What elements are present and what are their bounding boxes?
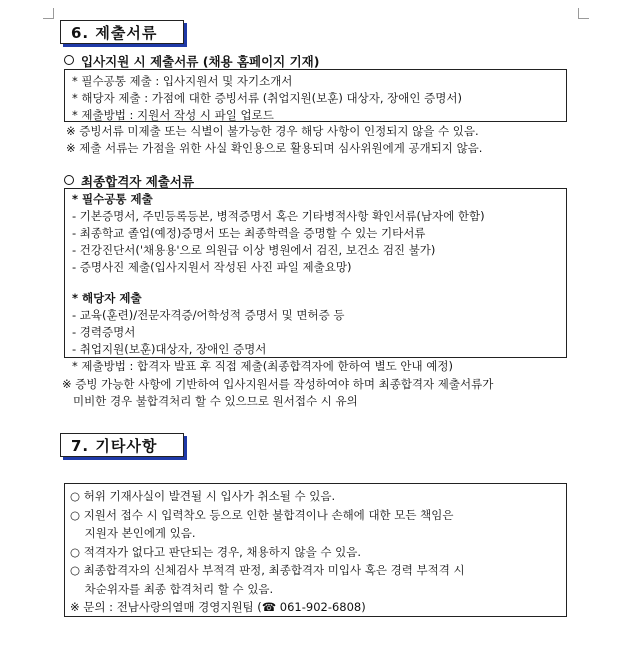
application-note-2: ※ 제출 서류는 가점을 위한 사실 확인용으로 활용되며 심사위원에게 공개되지 않음. xyxy=(66,141,483,155)
final-note-1: ※ 증빙 가능한 사항에 기반하여 입사지원서를 작성하여야 하며 최종합격자 제출서류가 xyxy=(62,377,494,391)
list-item: * 해당자 제출 : 가점에 대한 증빙서류 (취업지원(보훈) 대상자, 장애인 증명서) xyxy=(72,91,462,105)
list-item: - 기본증명서, 주민등록등본, 병적증명서 혹은 기타병적사항 확인서류(남자에 한함) xyxy=(72,209,485,223)
list-item: - 교육(훈련)/전문자격증/어학성적 증명서 및 면허증 등 xyxy=(72,308,345,322)
circle-bullet-icon xyxy=(64,55,74,65)
final-docs-heading: 최종합격자 제출서류 xyxy=(64,172,194,190)
application-docs-box xyxy=(64,69,567,122)
list-item: 지원자 본인에게 있음. xyxy=(70,526,196,540)
list-item: - 경력증명서 xyxy=(72,325,136,339)
page-corner-mark-right xyxy=(578,8,589,19)
final-note-2: 미비한 경우 불합격처리 할 수 있으므로 원서접수 시 유의 xyxy=(62,394,358,408)
required-heading: * 필수공통 제출 xyxy=(72,192,153,206)
submission-method: * 제출방법 : 합격자 발표 후 직접 제출(최종합격자에 한하여 별도 안내 예정) xyxy=(72,359,453,373)
application-docs-heading: 입사지원 시 제출서류 (채용 홈페이지 기재) xyxy=(64,52,319,70)
list-item: * 필수공통 제출 : 입사지원서 및 자기소개서 xyxy=(72,74,293,88)
section-6-title: 6. 제출서류 xyxy=(60,20,184,44)
list-item: 차순위자를 최종 합격처리 할 수 있음. xyxy=(70,581,274,596)
final-docs-box xyxy=(64,188,567,373)
list-item: - 건강진단서('채용용'으로 의원급 이상 병원에서 검진, 보건소 검진 불가) xyxy=(72,243,436,257)
contact-line: ※ 문의 : 전남사랑의열매 경영지원팀 (☎ 061-902-6808) xyxy=(70,600,366,614)
list-item: - 취업지원(보훈)대상자, 장애인 증명서 xyxy=(72,342,267,356)
list-item: - 증명사진 제출(입사지원서 작성된 사진 파일 제출요망) xyxy=(72,260,352,274)
circle-bullet-icon xyxy=(64,175,74,185)
list-item: ○ 최종합격자의 신체검사 부적격 판정, 최종합격자 미입사 혹은 경력 부적격 시 xyxy=(70,563,465,577)
list-item: ○ 적격자가 없다고 판단되는 경우, 채용하지 않을 수 있음. xyxy=(70,544,361,559)
list-item: * 제출방법 : 지원서 작성 시 파일 업로드 xyxy=(72,108,274,122)
list-item: ○ 허위 기재사실이 발견될 시 입사가 취소될 수 있음. xyxy=(70,489,336,503)
page-corner-mark-left xyxy=(43,8,54,19)
spacer xyxy=(72,276,566,290)
application-note-1: ※ 증빙서류 미제출 또는 식별이 불가능한 경우 해당 사항이 인정되지 않을 수 있음. xyxy=(66,124,479,138)
other-info-box xyxy=(64,483,567,617)
list-item: ○ 지원서 접수 시 입력착오 등으로 인한 불합격이나 손해에 대한 모든 책임은 xyxy=(70,507,454,522)
list-item: - 최종학교 졸업(예정)증명서 또는 최종학력을 증명할 수 있는 기타서류 xyxy=(72,226,426,240)
section-7-title: 7. 기타사항 xyxy=(60,433,184,457)
applicable-heading: * 해당자 제출 xyxy=(72,291,142,305)
